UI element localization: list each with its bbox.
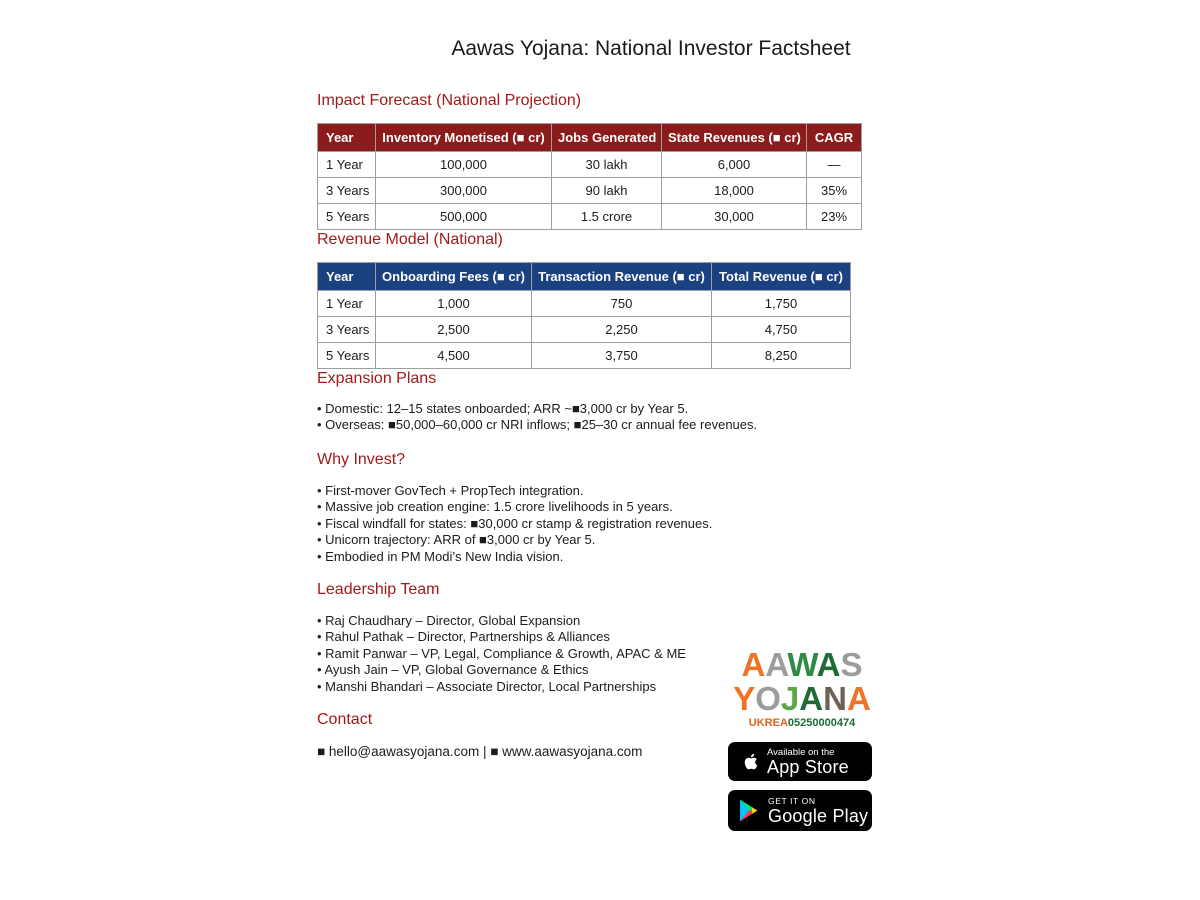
contact-info-line: ■ hello@aawasyojana.com | ■ www.aawasyojana.com <box>317 744 643 759</box>
page-title: Aawas Yojana: National Investor Factsheet <box>451 37 851 60</box>
logo-letter: W <box>787 646 817 683</box>
column-header: CAGR <box>807 124 862 152</box>
google-play-badge[interactable] <box>728 790 872 831</box>
leadership-bullet-list <box>317 613 686 695</box>
bullet-item: • Domestic: 12–15 states onboarded; ARR ~■3,000 cr by Year 5. <box>317 401 689 416</box>
logo-letter: A <box>799 680 824 717</box>
section-heading-leadership-team: Leadership Team <box>317 581 440 598</box>
table-cell: 2,500 <box>376 317 532 343</box>
logo-letter: O <box>755 680 781 717</box>
section-heading-contact: Contact <box>317 711 373 728</box>
expansion-bullet-list <box>317 401 757 434</box>
table-row <box>318 317 851 343</box>
logo-letter: J <box>780 680 800 717</box>
column-header: Total Revenue (■ cr) <box>712 263 851 291</box>
table-cell: 4,750 <box>712 317 851 343</box>
table-row <box>318 178 862 204</box>
google-play-icon <box>738 798 760 823</box>
bullet-item: • Ramit Panwar – VP, Legal, Compliance & Growth, APAC & ME <box>317 645 686 661</box>
logo-letter: N <box>823 680 847 717</box>
bullet-item: • Fiscal windfall for states: ■30,000 cr stamp & registration revenues. <box>317 515 713 531</box>
google-play-tagline: GET IT ON <box>768 795 816 806</box>
table-cell: 30,000 <box>662 204 807 230</box>
column-header: Transaction Revenue (■ cr) <box>532 263 712 291</box>
logo-word-aawas <box>733 648 871 682</box>
app-store-badge[interactable] <box>728 742 872 781</box>
table-cell: 1,000 <box>376 291 532 317</box>
table-row <box>318 291 851 317</box>
table-cell: 750 <box>532 291 712 317</box>
table-cell: 5 Years <box>318 343 376 369</box>
table-cell: — <box>807 152 862 178</box>
column-header: Onboarding Fees (■ cr) <box>376 263 532 291</box>
table-cell: 4,500 <box>376 343 532 369</box>
table-cell: 1,750 <box>712 291 851 317</box>
section-heading-impact-forecast: Impact Forecast (National Projection) <box>317 92 582 109</box>
table-cell: 18,000 <box>662 178 807 204</box>
table-cell: 3,750 <box>532 343 712 369</box>
registration-digits: 05250000474 <box>787 717 856 729</box>
logo-letter: Y <box>733 680 756 717</box>
table-header-row <box>318 263 851 291</box>
table-cell: 6,000 <box>662 152 807 178</box>
section-heading-expansion-plans: Expansion Plans <box>317 370 437 387</box>
revenue-model-table <box>317 262 851 369</box>
why-invest-bullet-list <box>317 483 712 565</box>
bullet-item: • Massive job creation engine: 1.5 crore livelihoods in 5 years. <box>317 499 673 515</box>
bullet-item: • Manshi Bhandari – Associate Director, Local Partnerships <box>317 678 657 694</box>
table-cell: 8,250 <box>712 343 851 369</box>
column-header: Year <box>318 124 376 152</box>
logo-registration-number <box>733 717 871 729</box>
google-play-badge-text <box>768 796 868 826</box>
logo-letter: A <box>741 646 766 683</box>
table-cell: 2,250 <box>532 317 712 343</box>
column-header: State Revenues (■ cr) <box>662 124 807 152</box>
impact-forecast-table <box>317 123 862 230</box>
table-cell: 500,000 <box>376 204 552 230</box>
table-cell: 35% <box>807 178 862 204</box>
section-heading-revenue-model: Revenue Model (National) <box>317 231 503 248</box>
bullet-item: • First-mover GovTech + PropTech integration. <box>317 483 584 498</box>
table-row <box>318 204 862 230</box>
table-header-row <box>318 124 862 152</box>
section-heading-why-invest: Why Invest? <box>317 451 406 468</box>
bullet-item: • Raj Chaudhary – Director, Global Expansion <box>317 613 581 628</box>
table-cell: 100,000 <box>376 152 552 178</box>
column-header: Inventory Monetised (■ cr) <box>376 124 552 152</box>
logo-letter: S <box>840 646 863 683</box>
table-row <box>318 152 862 178</box>
apple-icon <box>738 748 759 775</box>
logo-letter: A <box>765 646 788 683</box>
table-cell: 3 Years <box>318 317 376 343</box>
bullet-item: • Unicorn trajectory: ARR of ■3,000 cr by Year 5. <box>317 532 596 548</box>
table-cell: 1 Year <box>318 152 376 178</box>
table-cell: 300,000 <box>376 178 552 204</box>
logo-letter: A <box>846 680 871 717</box>
table-cell: 5 Years <box>318 204 376 230</box>
google-play-label: Google Play <box>768 805 869 826</box>
bullet-item: • Ayush Jain – VP, Global Governance & Ethics <box>317 662 589 678</box>
column-header: Year <box>318 263 376 291</box>
table-cell: 3 Years <box>318 178 376 204</box>
column-header: Jobs Generated <box>552 124 662 152</box>
bullet-item: • Embodied in PM Modi’s New India vision. <box>317 548 564 564</box>
aawas-yojana-logo <box>733 648 871 729</box>
bullet-item: • Rahul Pathak – Director, Partnerships & Alliances <box>317 629 610 645</box>
table-cell: 1 Year <box>318 291 376 317</box>
bullet-item: • Overseas: ■50,000–60,000 cr NRI inflows; ■25–30 cr annual fee revenues. <box>317 417 758 433</box>
logo-letter: A <box>816 646 841 683</box>
table-cell: 1.5 crore <box>552 204 662 230</box>
app-store-tagline: Available on the <box>767 746 835 758</box>
registration-prefix: UKREA <box>748 717 788 729</box>
table-cell: 23% <box>807 204 862 230</box>
table-row <box>318 343 851 369</box>
app-store-label: App Store <box>767 756 849 777</box>
table-cell: 90 lakh <box>552 178 662 204</box>
app-store-badge-text <box>767 747 849 777</box>
table-cell: 30 lakh <box>552 152 662 178</box>
logo-word-yojana <box>733 682 871 716</box>
